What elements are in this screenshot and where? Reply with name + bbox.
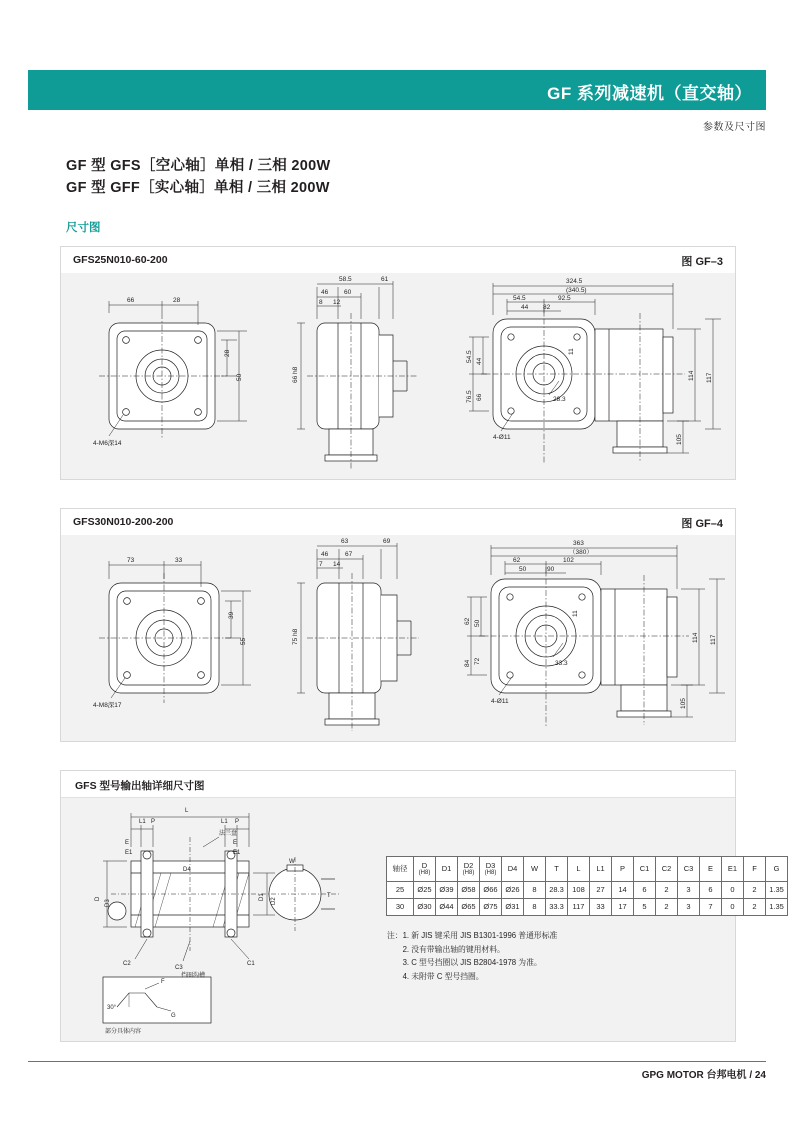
- svg-text:28.3: 28.3: [553, 396, 566, 403]
- svg-text:7: 7: [319, 561, 323, 568]
- figure-code: GFS25N010-60-200: [73, 254, 168, 266]
- cell: Ø75: [480, 899, 502, 916]
- svg-text:E: E: [125, 840, 130, 846]
- table-header-row: [387, 857, 788, 882]
- technical-drawing-gf3: [61, 273, 735, 479]
- svg-text:55: 55: [240, 637, 247, 645]
- svg-text:C3: C3: [175, 965, 183, 971]
- svg-text:30°: 30°: [107, 1005, 117, 1011]
- th-3: D2 (H8): [458, 857, 480, 882]
- svg-text:58.5: 58.5: [339, 276, 352, 283]
- svg-text:C1: C1: [247, 961, 255, 967]
- cell: 7: [700, 899, 722, 916]
- cell: 6: [634, 882, 656, 899]
- cell: Ø39: [436, 882, 458, 899]
- figure-header-gf4: [61, 509, 735, 536]
- svg-text:50: 50: [519, 566, 527, 573]
- cell: Ø44: [436, 899, 458, 916]
- svg-text:117: 117: [710, 634, 717, 645]
- svg-text:F: F: [161, 979, 165, 985]
- svg-text:8: 8: [319, 299, 323, 306]
- svg-text:73: 73: [127, 557, 135, 564]
- shaft-detail-block: [60, 770, 784, 1042]
- figure-drawing-gf4: [61, 535, 735, 741]
- svg-text:69: 69: [383, 538, 391, 545]
- th-13: C3: [678, 857, 700, 882]
- note-line: 注：1. 新 JIS 键采用 JIS B1301-1996 普通形标准: [387, 931, 558, 940]
- shaft-detail-title: GFS 型号输出轴详细尺寸图: [75, 780, 205, 792]
- th-12: C2: [656, 857, 678, 882]
- cell: 33: [590, 899, 612, 916]
- svg-text:50: 50: [236, 373, 243, 381]
- cell: Ø25: [414, 882, 436, 899]
- cell: Ø31: [502, 899, 524, 916]
- figure-block-gf3: [60, 246, 736, 480]
- shaft-dimension-table: [386, 856, 788, 916]
- model-title-block: [66, 155, 331, 199]
- svg-text:4-Ø11: 4-Ø11: [493, 434, 511, 441]
- svg-text:C2: C2: [123, 961, 131, 967]
- svg-text:39: 39: [228, 611, 235, 619]
- svg-text:84: 84: [464, 659, 471, 667]
- cell: 1.35: [766, 899, 788, 916]
- svg-text:60: 60: [344, 289, 352, 296]
- svg-text:E1: E1: [125, 850, 133, 856]
- page-title: GF 系列减速机（直交轴）: [547, 84, 752, 103]
- model-title-line-1: GF 型 GFS［空心轴］单相 / 三相 200W: [66, 158, 331, 174]
- svg-text:(340.5): (340.5): [566, 287, 587, 294]
- th-0: 轴径: [387, 857, 414, 882]
- svg-text:324.5: 324.5: [566, 278, 583, 285]
- svg-text:76.5: 76.5: [466, 390, 473, 403]
- figure-code: GFS30N010-200-200: [73, 516, 174, 528]
- figure-block-gf4: [60, 508, 736, 742]
- th-14: E: [700, 857, 722, 882]
- section-label-dimensions: 尺寸图: [66, 222, 101, 234]
- note-line: 3. C 型号挡圈以 JIS B2804-1978 为准。: [387, 958, 542, 967]
- svg-text:117: 117: [706, 372, 713, 383]
- model-title-line-2: GF 型 GFF［实心轴］单相 / 三相 200W: [66, 180, 330, 196]
- svg-text:66: 66: [476, 393, 483, 401]
- svg-text:4-Ø11: 4-Ø11: [491, 698, 509, 705]
- svg-text:33: 33: [175, 557, 183, 564]
- note-line: 4. 未附带 C 型号挡圈。: [387, 971, 484, 981]
- cell: 2: [656, 882, 678, 899]
- svg-text:46: 46: [321, 551, 329, 558]
- svg-text:P: P: [235, 819, 240, 825]
- cell: 0: [722, 882, 744, 899]
- header-band: [28, 70, 766, 110]
- th-11: C1: [634, 857, 656, 882]
- svg-text:114: 114: [688, 370, 695, 381]
- svg-text:102: 102: [563, 557, 574, 564]
- th-10: P: [612, 857, 634, 882]
- th-15: E1: [722, 857, 744, 882]
- cell: Ø30: [414, 899, 436, 916]
- svg-text:105: 105: [676, 434, 683, 445]
- cell: 27: [590, 882, 612, 899]
- svg-text:50: 50: [474, 619, 481, 627]
- cell: 1.35: [766, 882, 788, 899]
- svg-text:28: 28: [224, 349, 231, 357]
- cell: 117: [568, 899, 590, 916]
- th-4: D3 (H8): [480, 857, 502, 882]
- svg-text:75 h8: 75 h8: [292, 628, 299, 645]
- svg-text:67: 67: [345, 551, 353, 558]
- cell: 14: [612, 882, 634, 899]
- svg-text:D4: D4: [183, 867, 191, 873]
- svg-text:11: 11: [568, 348, 575, 355]
- svg-text:54.5: 54.5: [513, 295, 526, 302]
- cell: 8: [524, 899, 546, 916]
- header-subtitle: 参数及尺寸图: [703, 122, 766, 133]
- svg-text:D: D: [95, 896, 101, 901]
- cell: 6: [700, 882, 722, 899]
- svg-text:E1: E1: [233, 850, 241, 856]
- svg-text:61: 61: [381, 276, 389, 283]
- svg-text:66: 66: [127, 297, 135, 304]
- th-8: L: [568, 857, 590, 882]
- figure-number: 图 GF–4: [681, 518, 723, 530]
- svg-text:63: 63: [341, 538, 349, 545]
- th-7: T: [546, 857, 568, 882]
- svg-text:105: 105: [680, 698, 687, 709]
- footer-divider: [28, 1061, 766, 1062]
- svg-text:（380）: （380）: [569, 549, 593, 556]
- cell: Ø58: [458, 882, 480, 899]
- svg-text:D2: D2: [271, 897, 277, 905]
- svg-text:28: 28: [173, 297, 181, 304]
- table-row: [387, 882, 788, 899]
- svg-text:44: 44: [476, 357, 483, 365]
- technical-drawing-gf4: [61, 535, 735, 741]
- svg-text:L1: L1: [221, 819, 228, 825]
- note-line: 2. 没有带输出轴的键用材料。: [387, 944, 505, 954]
- svg-text:4-M6深14: 4-M6深14: [93, 440, 122, 447]
- th-17: G: [766, 857, 788, 882]
- cell: 2: [656, 899, 678, 916]
- cell: Ø65: [458, 899, 480, 916]
- svg-text:33.3: 33.3: [555, 660, 568, 667]
- cell: 8: [524, 882, 546, 899]
- cell: Ø26: [502, 882, 524, 899]
- cell: 2: [744, 899, 766, 916]
- svg-text:D3: D3: [105, 899, 111, 907]
- svg-text:92.5: 92.5: [558, 295, 571, 302]
- svg-text:W: W: [289, 859, 295, 865]
- cell: 5: [634, 899, 656, 916]
- svg-text:363: 363: [573, 540, 584, 547]
- cell: 28.3: [546, 882, 568, 899]
- svg-text:T: T: [327, 893, 331, 899]
- svg-text:82: 82: [543, 304, 551, 311]
- shaft-detail-drawing: [83, 801, 373, 1035]
- cell: 3: [678, 899, 700, 916]
- svg-text:挡圈沟槽: 挡圈沟槽: [181, 973, 206, 979]
- svg-text:54.5: 54.5: [466, 350, 473, 363]
- svg-text:法兰盘: 法兰盘: [219, 831, 238, 837]
- svg-text:114: 114: [692, 632, 699, 643]
- th-5: D4: [502, 857, 524, 882]
- svg-text:D1: D1: [259, 893, 265, 901]
- svg-text:4-M8深17: 4-M8深17: [93, 702, 122, 709]
- svg-text:44: 44: [521, 304, 529, 311]
- cell: 0: [722, 899, 744, 916]
- th-2: D1: [436, 857, 458, 882]
- figure-drawing-gf3: [61, 273, 735, 479]
- svg-text:46: 46: [321, 289, 329, 296]
- svg-text:G: G: [171, 1013, 176, 1019]
- cell: 2: [744, 882, 766, 899]
- table-row: [387, 899, 788, 916]
- table-notes: [387, 929, 557, 983]
- shaft-detail-header: [61, 771, 735, 798]
- svg-text:72: 72: [474, 657, 481, 665]
- cell: 30: [387, 899, 414, 916]
- svg-text:62: 62: [513, 557, 521, 564]
- cell: 17: [612, 899, 634, 916]
- th-1: D (H8): [414, 857, 436, 882]
- cell: 25: [387, 882, 414, 899]
- th-16: F: [744, 857, 766, 882]
- svg-text:12: 12: [333, 299, 341, 306]
- svg-text:62: 62: [464, 617, 471, 625]
- svg-text:66 h8: 66 h8: [292, 366, 299, 383]
- th-9: L1: [590, 857, 612, 882]
- svg-text:P: P: [151, 819, 156, 825]
- footer-text: GPG MOTOR 台邦电机 / 24: [641, 1070, 766, 1081]
- cell: 3: [678, 882, 700, 899]
- svg-text:L: L: [185, 808, 189, 814]
- cell: Ø66: [480, 882, 502, 899]
- svg-text:L1: L1: [139, 819, 146, 825]
- th-6: W: [524, 857, 546, 882]
- svg-text:E: E: [233, 840, 238, 846]
- cell: 33.3: [546, 899, 568, 916]
- svg-text:部分具体内容: 部分具体内容: [105, 1029, 142, 1035]
- figure-header-gf3: [61, 247, 735, 274]
- svg-text:14: 14: [333, 561, 341, 568]
- svg-text:11: 11: [572, 610, 579, 617]
- svg-text:90: 90: [547, 566, 555, 573]
- figure-number: 图 GF–3: [681, 256, 723, 268]
- cell: 108: [568, 882, 590, 899]
